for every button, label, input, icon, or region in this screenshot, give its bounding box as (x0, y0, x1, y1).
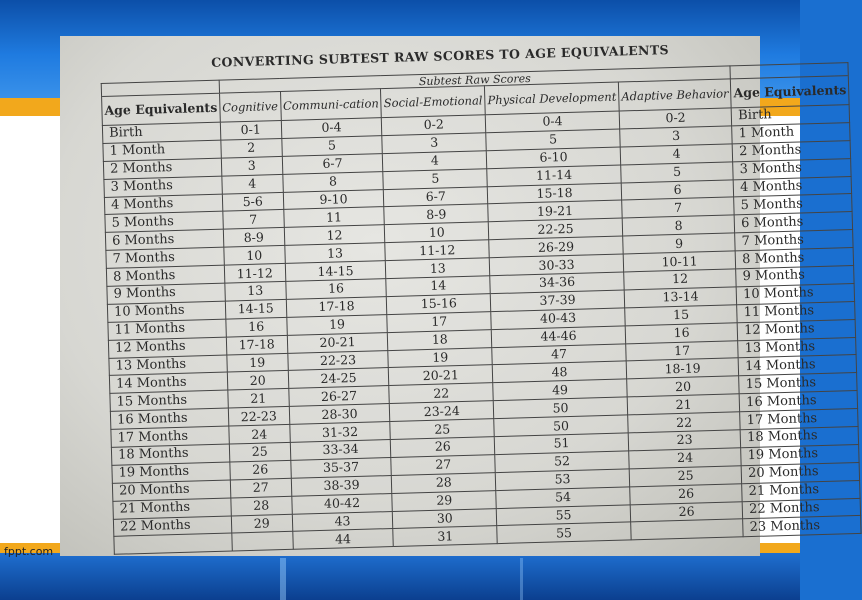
cell-communication: 24-25 (288, 368, 389, 389)
cell-adaptive-behavior: 24 (629, 448, 742, 469)
cell-physical-development: 54 (496, 487, 630, 509)
cell-social-emotional: 10 (385, 222, 489, 243)
cell-age-right: 8 Months (735, 248, 853, 269)
cell-physical-development: 50 (494, 415, 628, 437)
cell-cognitive: 2 (221, 138, 282, 158)
cell-adaptive-behavior: 13-14 (624, 287, 737, 308)
header-age-equivalents-left: Age Equivalents (102, 93, 221, 125)
cell-communication: 6-7 (282, 153, 383, 174)
cell-cognitive (232, 532, 293, 552)
cell-age-left: 16 Months (110, 408, 228, 429)
cell-adaptive-behavior: 6 (621, 179, 734, 200)
cell-age-left: 12 Months (108, 337, 226, 358)
cell-age-right: 22 Months (742, 498, 860, 519)
cell-adaptive-behavior: 26 (630, 483, 743, 504)
cell-age-right: 14 Months (738, 355, 856, 376)
cell-age-left (114, 533, 232, 554)
cell-physical-development: 53 (495, 469, 629, 491)
cell-physical-development: 47 (492, 344, 626, 366)
cell-communication: 43 (292, 511, 393, 532)
cell-age-right: 12 Months (737, 319, 855, 340)
cell-cognitive: 5-6 (222, 192, 283, 212)
cell-cognitive: 21 (228, 389, 289, 409)
cell-physical-development: 5 (486, 129, 620, 151)
cell-age-right: 13 Months (738, 337, 856, 358)
header-adaptive-behavior: Adaptive Behavior (618, 79, 731, 111)
cell-adaptive-behavior: 8 (622, 215, 735, 236)
cell-social-emotional: 29 (392, 490, 496, 511)
cell-cognitive: 7 (223, 210, 284, 230)
cell-age-left: 20 Months (112, 480, 230, 501)
cell-physical-development: 40-43 (491, 308, 625, 330)
cell-cognitive: 13 (225, 281, 286, 301)
cell-age-right: 4 Months (733, 176, 851, 197)
cell-age-right: 2 Months (732, 140, 850, 161)
cell-age-right: 21 Months (742, 480, 860, 501)
cell-social-emotional: 8-9 (384, 204, 488, 225)
cell-physical-development: 19-21 (488, 200, 622, 222)
header-social-emotional: Social-Emotional (381, 86, 486, 118)
header-cognitive: Cognitive (219, 91, 281, 122)
cell-physical-development: 55 (496, 504, 630, 526)
cell-adaptive-behavior: 22 (628, 412, 741, 433)
document-sheet (100, 40, 847, 555)
cell-social-emotional: 11-12 (385, 240, 489, 261)
cell-cognitive: 4 (222, 174, 283, 194)
cell-social-emotional: 20-21 (389, 365, 493, 386)
cell-age-right: 15 Months (739, 373, 857, 394)
cell-adaptive-behavior: 16 (625, 322, 738, 343)
cell-communication: 38-39 (291, 475, 392, 496)
cell-adaptive-behavior: 9 (623, 233, 736, 254)
header-physical-development: Physical Development (485, 82, 620, 115)
cell-cognitive: 19 (227, 353, 288, 373)
cell-social-emotional: 28 (392, 472, 496, 493)
cell-adaptive-behavior: 15 (625, 305, 738, 326)
header-communication: Communi-cation (280, 89, 382, 121)
cell-age-left: 21 Months (113, 498, 231, 519)
cell-cognitive: 27 (230, 478, 291, 498)
cell-age-right: 7 Months (735, 230, 853, 251)
cell-age-left: 18 Months (111, 444, 229, 465)
cell-social-emotional: 17 (387, 311, 491, 332)
cell-age-left: 22 Months (113, 516, 231, 537)
cell-physical-development: 11-14 (487, 165, 621, 187)
cell-age-left: 17 Months (111, 426, 229, 447)
cell-physical-development: 26-29 (489, 236, 623, 258)
cell-age-left: 4 Months (104, 194, 222, 215)
cell-cognitive: 29 (231, 514, 292, 534)
cell-age-right: 1 Month (732, 122, 850, 143)
cell-age-left: 8 Months (106, 265, 224, 286)
super-header: Subtest Raw Scores (219, 66, 731, 93)
cell-adaptive-behavior: 17 (626, 340, 739, 361)
cell-adaptive-behavior: 21 (627, 394, 740, 415)
cell-social-emotional: 25 (390, 419, 494, 440)
cell-physical-development: 51 (494, 433, 628, 455)
cell-cognitive: 26 (230, 460, 291, 480)
cell-adaptive-behavior: 5 (621, 162, 734, 183)
cell-age-left: 19 Months (112, 462, 230, 483)
cell-age-right: 10 Months (736, 283, 854, 304)
conversion-table (101, 62, 862, 555)
cell-adaptive-behavior: 0-2 (619, 108, 732, 129)
cell-physical-development: 44-46 (491, 326, 625, 348)
cell-communication: 35-37 (290, 457, 391, 478)
cell-communication: 22-23 (287, 350, 388, 371)
cell-social-emotional: 22 (389, 383, 493, 404)
cell-age-left: 10 Months (107, 301, 225, 322)
cell-communication: 20-21 (287, 332, 388, 353)
cell-social-emotional: 30 (393, 508, 497, 529)
cell-communication: 28-30 (289, 404, 390, 425)
cell-cognitive: 24 (229, 424, 290, 444)
cell-age-right: 20 Months (741, 462, 859, 483)
cell-communication: 13 (284, 243, 385, 264)
cell-adaptive-behavior: 4 (620, 144, 733, 165)
cell-age-right: 18 Months (740, 427, 858, 448)
cell-physical-development: 48 (492, 361, 626, 383)
cell-communication: 19 (286, 314, 387, 335)
cell-physical-development: 55 (497, 522, 631, 544)
cell-cognitive: 0-1 (220, 120, 281, 140)
cell-cognitive: 16 (226, 317, 287, 337)
cell-physical-development: 22-25 (488, 218, 622, 240)
cell-communication: 44 (292, 529, 393, 550)
cell-age-left: 13 Months (109, 355, 227, 376)
cell-communication: 31-32 (289, 422, 390, 443)
cell-communication: 14-15 (285, 261, 386, 282)
cell-adaptive-behavior (631, 519, 744, 540)
cell-age-left: 2 Months (103, 158, 221, 179)
cell-age-left: 15 Months (110, 390, 228, 411)
cell-cognitive: 17-18 (226, 335, 287, 355)
slide-bottom-band (0, 553, 800, 600)
slide-glow-line-2 (520, 558, 523, 600)
cell-age-right: 19 Months (741, 444, 859, 465)
cell-cognitive: 20 (227, 371, 288, 391)
cell-social-emotional: 26 (391, 437, 495, 458)
cell-social-emotional: 5 (383, 168, 487, 189)
slide-glow-line (280, 558, 286, 600)
cell-social-emotional: 4 (383, 151, 487, 172)
cell-social-emotional: 13 (386, 258, 490, 279)
cell-cognitive: 22-23 (228, 407, 289, 427)
cell-social-emotional: 15-16 (387, 294, 491, 315)
cell-age-right: 23 Months (743, 516, 861, 537)
cell-age-right: 9 Months (736, 266, 854, 287)
cell-social-emotional: 19 (388, 347, 492, 368)
cell-cognitive: 10 (224, 246, 285, 266)
cell-physical-development: 0-4 (485, 111, 619, 133)
cell-social-emotional: 3 (382, 133, 486, 154)
cell-communication: 8 (282, 171, 383, 192)
cell-social-emotional: 6-7 (384, 186, 488, 207)
cell-age-right: 6 Months (734, 212, 852, 233)
cell-adaptive-behavior: 7 (622, 197, 735, 218)
cell-social-emotional: 31 (393, 526, 497, 547)
cell-communication: 17-18 (286, 296, 387, 317)
cell-age-left: 6 Months (105, 229, 223, 250)
cell-social-emotional: 14 (386, 276, 490, 297)
cell-adaptive-behavior: 10-11 (623, 251, 736, 272)
cell-age-left: 3 Months (104, 176, 222, 197)
cell-age-right: 3 Months (733, 158, 851, 179)
cell-physical-development: 30-33 (489, 254, 623, 276)
cell-age-right: 16 Months (739, 391, 857, 412)
cell-age-left: Birth (102, 122, 220, 143)
cell-adaptive-behavior: 25 (629, 466, 742, 487)
cell-adaptive-behavior: 20 (627, 376, 740, 397)
cell-communication: 33-34 (290, 440, 391, 461)
cell-communication: 12 (284, 225, 385, 246)
cell-physical-development: 15-18 (487, 183, 621, 205)
cell-communication: 26-27 (288, 386, 389, 407)
cell-cognitive: 25 (229, 442, 290, 462)
cell-physical-development: 52 (495, 451, 629, 473)
cell-cognitive: 11-12 (224, 264, 285, 284)
cell-age-right: 5 Months (734, 194, 852, 215)
cell-cognitive: 28 (231, 496, 292, 516)
cell-adaptive-behavior: 12 (624, 269, 737, 290)
cell-adaptive-behavior: 18-19 (626, 358, 739, 379)
cell-communication: 11 (283, 207, 384, 228)
cell-age-left: 5 Months (105, 212, 223, 233)
cell-adaptive-behavior: 23 (628, 430, 741, 451)
cell-communication: 16 (285, 279, 386, 300)
cell-communication: 5 (281, 136, 382, 157)
cell-social-emotional: 18 (388, 329, 492, 350)
cell-physical-development: 34-36 (490, 272, 624, 294)
cell-social-emotional: 27 (391, 455, 495, 476)
slide-content-left (0, 116, 62, 544)
cell-physical-development: 49 (493, 379, 627, 401)
cell-physical-development: 6-10 (486, 147, 620, 169)
document-title: CONVERTING SUBTEST RAW SCORES TO AGE EQUIVALENTS (210, 42, 670, 70)
cell-social-emotional: 0-2 (382, 115, 486, 136)
cell-age-right: 17 Months (740, 409, 858, 430)
document-photo (60, 36, 847, 556)
slide-accent-left (0, 98, 62, 116)
cell-age-left: 14 Months (109, 373, 227, 394)
cell-adaptive-behavior: 26 (630, 501, 743, 522)
cell-physical-development: 50 (493, 397, 627, 419)
cell-age-left: 9 Months (107, 283, 225, 304)
cell-social-emotional: 23-24 (390, 401, 494, 422)
cell-adaptive-behavior: 3 (620, 126, 733, 147)
cell-age-left: 11 Months (108, 319, 226, 340)
cell-communication: 9-10 (283, 189, 384, 210)
cell-age-right: Birth (731, 105, 849, 126)
cell-cognitive: 14-15 (225, 299, 286, 319)
cell-communication: 40-42 (291, 493, 392, 514)
cell-physical-development: 37-39 (490, 290, 624, 312)
cell-age-right: 11 Months (737, 301, 855, 322)
cell-communication: 0-4 (281, 118, 382, 139)
header-age-equivalents-right: Age Equivalents (731, 76, 850, 108)
cell-age-left: 7 Months (106, 247, 224, 268)
cell-cognitive: 8-9 (223, 228, 284, 248)
table-body (102, 105, 861, 555)
slide-footer: fppt.com (4, 545, 54, 558)
cell-cognitive: 3 (221, 156, 282, 176)
cell-age-left: 1 Month (103, 140, 221, 161)
